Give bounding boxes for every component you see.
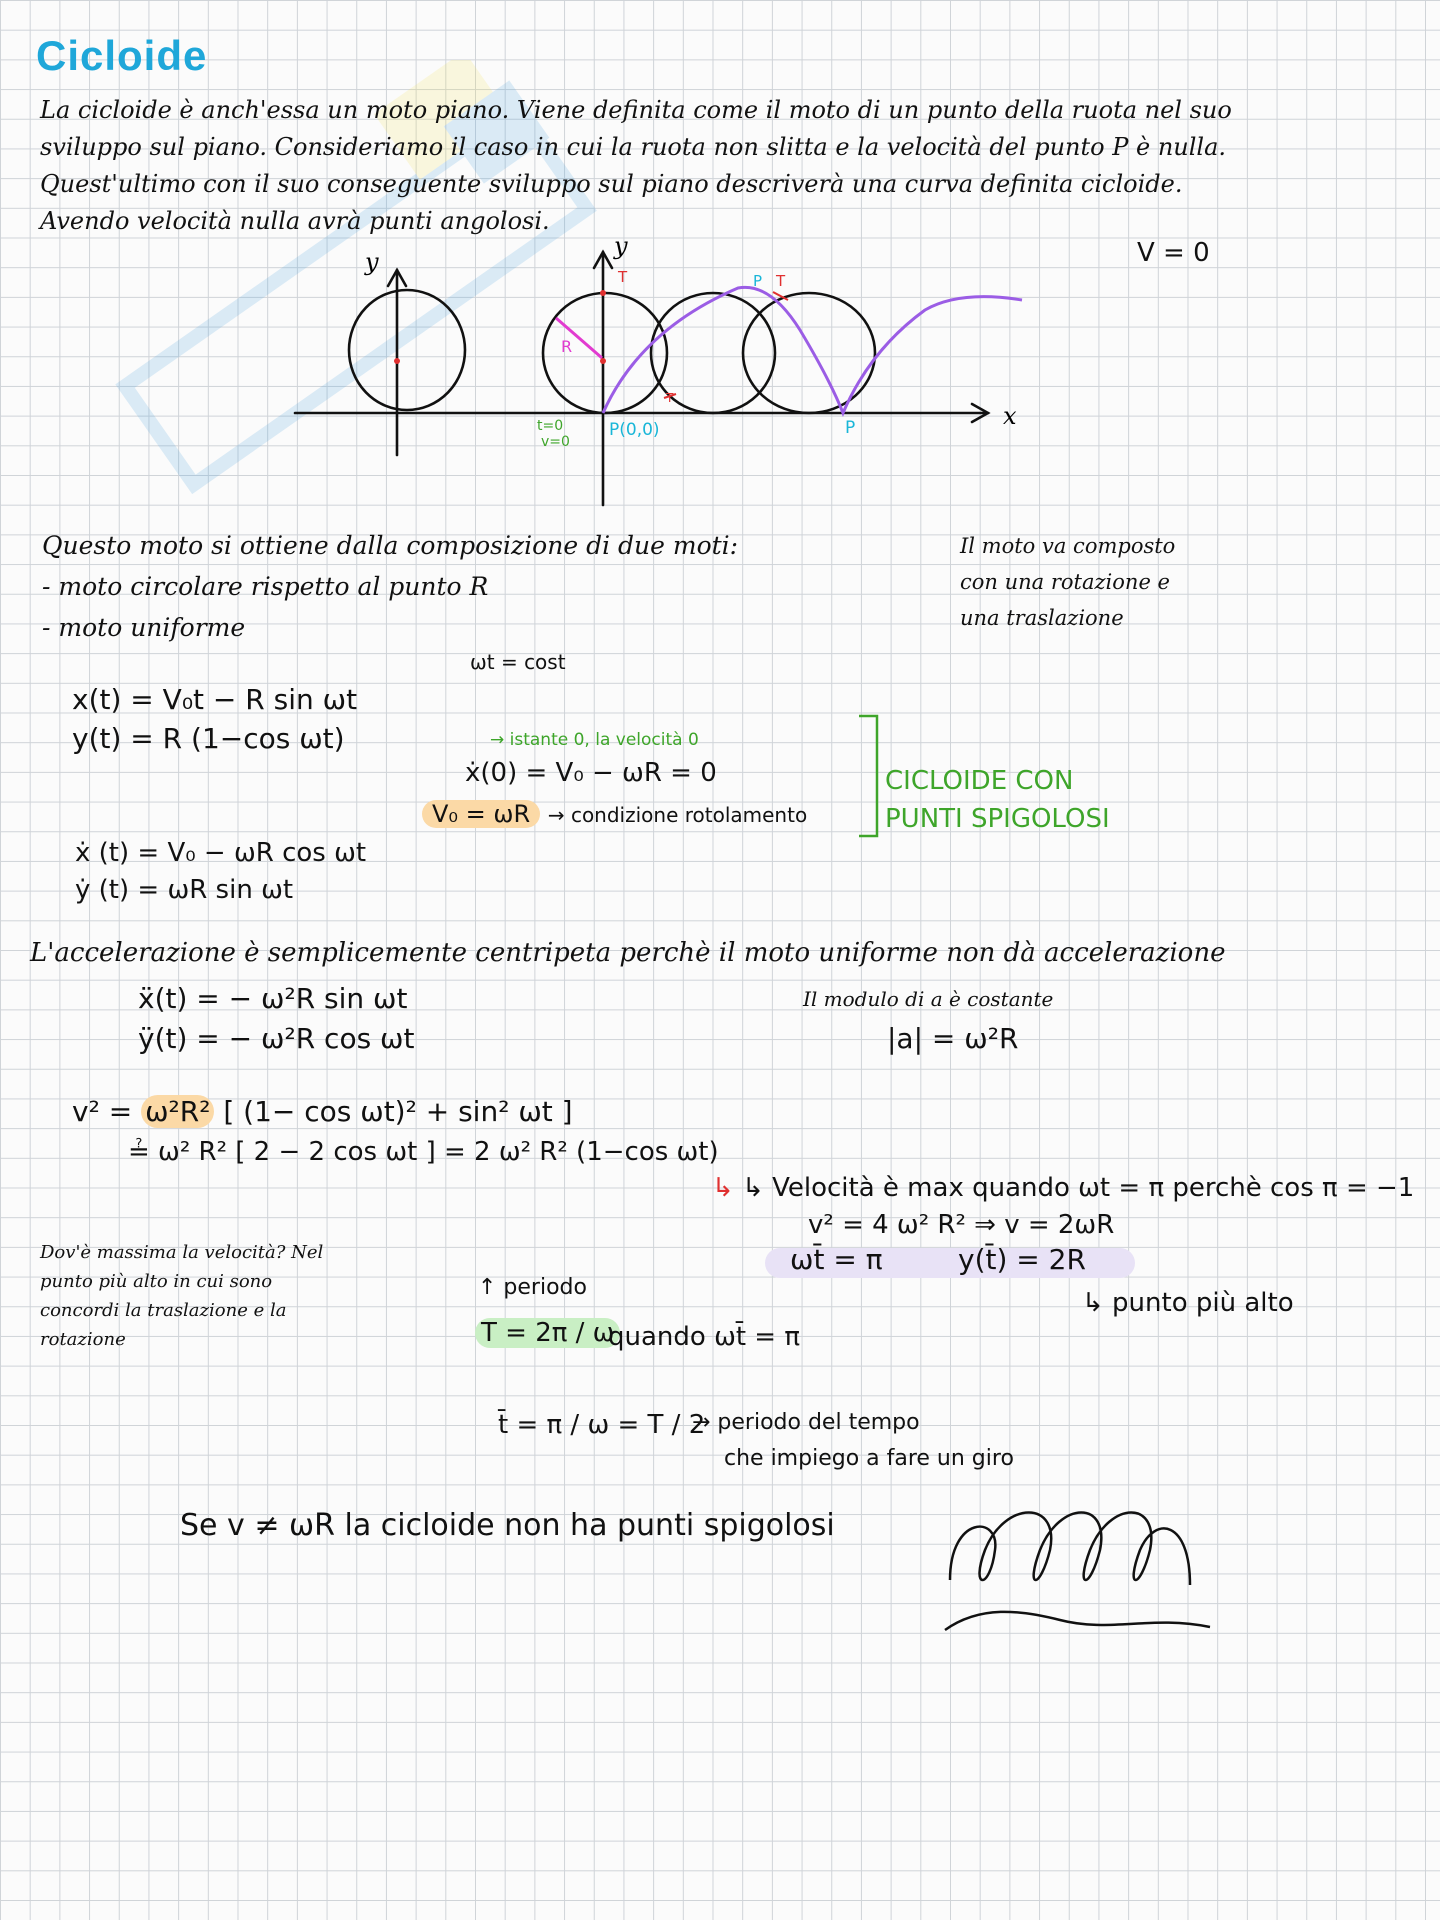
v-squared-line-1 — [72, 1095, 573, 1128]
v-zero-label: v=0 — [541, 434, 570, 450]
bracket-label-line: PUNTI SPIGOLOSI — [885, 804, 1110, 834]
acceleration-modulus: |a| = ω²R — [887, 1022, 1019, 1055]
intro-line: Avendo velocità nulla avrà punti angolosi. — [40, 207, 550, 235]
question-note-line: concordi la traslazione e la — [40, 1300, 287, 1321]
y-equals-2r: y(t̄) = 2R — [958, 1243, 1086, 1276]
center-dot — [394, 358, 400, 364]
y-axis-label: y — [614, 232, 628, 260]
point-p-top: P — [753, 272, 763, 290]
radius-label: R — [561, 337, 573, 356]
bracket-label — [885, 762, 1110, 838]
point-p-origin: P(0,0) — [609, 420, 660, 440]
composition-item-2: - moto uniforme — [42, 613, 246, 642]
v-squared-highlight: ω²R² — [141, 1095, 214, 1128]
period-note-line: → periodo del tempo — [692, 1410, 920, 1435]
page-title: Cicloide — [36, 32, 208, 79]
x-ddot: ẍ(t) = − ω²R sin ωt — [138, 982, 408, 1015]
punto-alto-note: ↳ punto più alto — [1082, 1288, 1294, 1318]
question-note-line: Dov'è massima la velocità? Nel — [40, 1242, 324, 1263]
v0-equals-wr: V₀ = ωR — [422, 800, 540, 828]
intro-line: La cicloide è anch'essa un moto piano. Viene definita come il moto di un punto della ruota nel suo — [40, 96, 1232, 124]
velocity-max-note: ↳ ↳ Velocità è max quando ωt = π perchè cos π = −1 — [712, 1173, 1415, 1203]
period-quando: quando ωt̄ = π — [608, 1322, 801, 1352]
intro-line: sviluppo sul piano. Consideriamo il caso in cui la ruota non slitta e la velocità del punto P è nulla. — [40, 133, 1227, 161]
rolling-condition: → condizione rotolamento — [547, 803, 808, 827]
cycloid-diagram — [0, 230, 1100, 520]
tangent-label-3: T — [776, 272, 786, 290]
left-y-label: y — [365, 248, 379, 276]
trochoid-sketch — [940, 1495, 1220, 1645]
side-note-line: Il moto va composto — [960, 534, 1176, 558]
v-squared-prefix: v² = — [72, 1095, 142, 1128]
bracket — [855, 712, 885, 840]
top-dot — [600, 290, 606, 296]
composition-item-1: - moto circolare rispetto al punto R — [42, 572, 489, 601]
period-note-line: che impiego a fare un giro — [724, 1446, 1014, 1471]
modulus-note: Il modulo di a è costante — [803, 987, 1054, 1011]
note-istante: → istante 0, la velocità 0 — [490, 730, 699, 750]
v-squared-line-2: ≟ ω² R² [ 2 − 2 cos ωt ] = 2 ω² R² (1−cos ωt) — [128, 1137, 719, 1167]
period-formula: T = 2π / ω — [475, 1318, 620, 1348]
question-note — [40, 1238, 323, 1354]
question-note-line: rotazione — [40, 1329, 126, 1350]
y-ddot: ÿ(t) = − ω²R cos ωt — [138, 1022, 415, 1055]
period-label: ↑ periodo — [478, 1275, 587, 1300]
side-note — [960, 528, 1175, 636]
center-dot-2 — [600, 358, 606, 364]
velocity-max-text: ↳ Velocità è max quando ωt = π perchè cos π = −1 — [742, 1173, 1415, 1203]
x-axis-label: x — [1003, 402, 1017, 430]
velocity-zero-label: V = 0 — [1137, 238, 1210, 268]
intro-line: Quest'ultimo con il suo conseguente sviluppo sul piano descriverà una curva definita cicloide. — [40, 170, 1183, 198]
composition-block — [42, 525, 738, 648]
question-note-line: punto più alto in cui sono — [40, 1271, 273, 1292]
y-dot: ẏ (t) = ωR sin ωt — [75, 875, 294, 905]
tangent-label-1: T — [618, 268, 628, 286]
tangent-label-2: T — [666, 391, 674, 405]
t-bar-equation: t̄ = π / ω = T / 2 — [498, 1410, 706, 1440]
x-dot: ẋ (t) = V₀ − ωR cos ωt — [75, 838, 367, 868]
side-note-line: con una rotazione e — [960, 570, 1170, 594]
x-of-t: x(t) = V₀t − R sin ωt — [72, 683, 358, 716]
bracket-label-line: CICLOIDE CON — [885, 766, 1074, 796]
v-squared-rest: [ (1− cos ωt)² + sin² ωt ] — [214, 1095, 573, 1128]
point-p-right: P — [845, 418, 856, 438]
wt-constant: ωt = cost — [470, 650, 566, 674]
t-zero-label: t=0 — [537, 418, 564, 434]
wheel-circle-1 — [349, 290, 465, 410]
composition-heading: Questo moto si ottiene dalla composizione di due moti: — [42, 531, 739, 560]
v-squared-4: v² = 4 ω² R² ⇒ v = 2ωR — [808, 1210, 1115, 1240]
x-dot-zero: ẋ(0) = V₀ − ωR = 0 — [465, 758, 717, 788]
period-equation — [475, 1318, 620, 1348]
period-note — [692, 1405, 1014, 1477]
wheel-circle-4 — [743, 293, 875, 413]
y-of-t: y(t) = R (1−cos ωt) — [72, 722, 345, 755]
intro-paragraph — [40, 92, 1232, 240]
acceleration-heading: L'accelerazione è semplicemente centripeta perchè il moto uniforme non dà accelerazione — [30, 938, 1226, 968]
final-statement: Se v ≠ ωR la cicloide non ha punti spigolosi — [180, 1508, 835, 1543]
wt-equals-pi: ωt̄ = π — [790, 1243, 883, 1276]
v0-condition — [422, 800, 807, 828]
side-note-line: una traslazione — [960, 606, 1124, 630]
